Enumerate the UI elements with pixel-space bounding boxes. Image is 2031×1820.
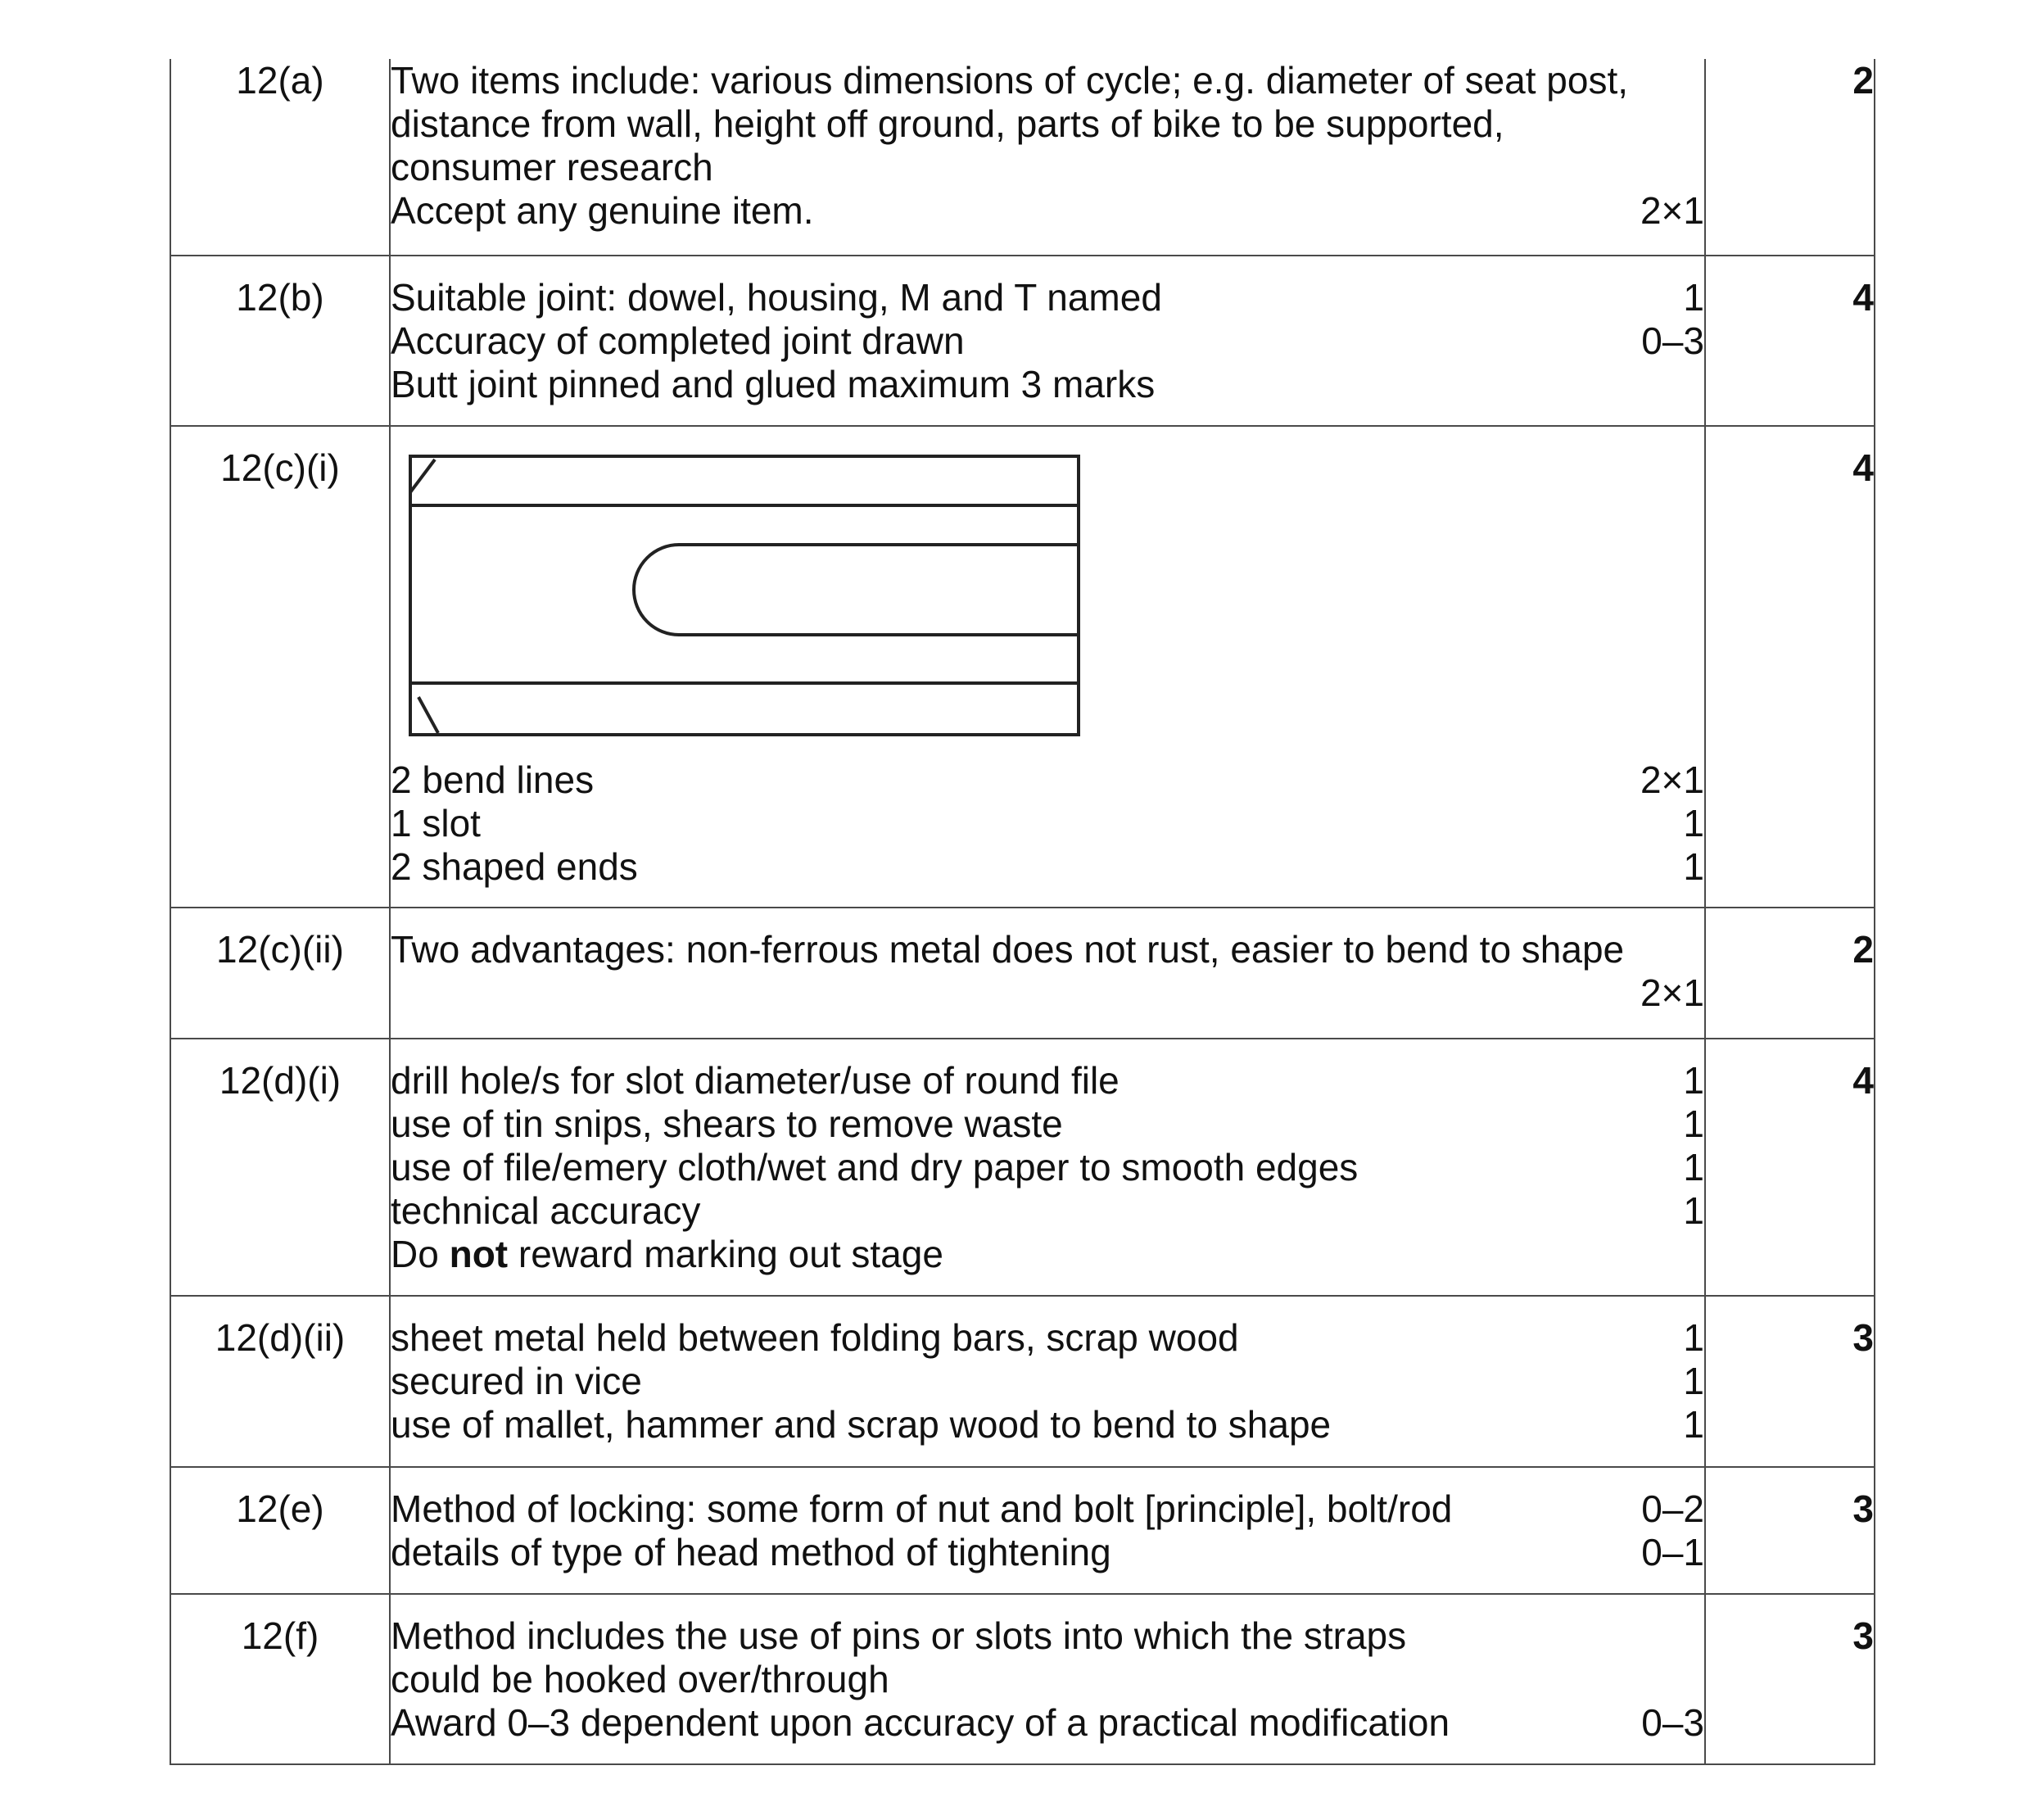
answer-line: Method of locking: some form of nut and bolt [principle], bolt/rod 0–2 xyxy=(391,1487,1704,1530)
question-number: 12(d)(ii) xyxy=(170,1296,390,1467)
answer-line: Two items include: various dimensions of cycle; e.g. diameter of seat post, xyxy=(391,59,1629,102)
question-number: 12(a) xyxy=(170,59,390,256)
total-marks: 3 xyxy=(1705,1594,1875,1764)
answer-cell xyxy=(390,908,1705,1039)
answer-line: sheet metal held between folding bars, scrap wood 1 xyxy=(391,1316,1704,1359)
answer-line: distance from wall, height off ground, parts of bike to be supported, xyxy=(391,102,1504,145)
answer-line: Method includes the use of pins or slots into which the straps xyxy=(391,1614,1407,1657)
question-number: 12(d)(i) xyxy=(170,1039,390,1296)
answer-line: could be hooked over/through xyxy=(391,1658,889,1700)
answer-line: use of mallet, hammer and scrap wood to bend to shape 1 xyxy=(391,1403,1704,1446)
question-number: 12(b) xyxy=(170,256,390,426)
table-row xyxy=(170,256,1875,426)
answer-line: secured in vice 1 xyxy=(391,1360,1704,1402)
total-marks: 2 xyxy=(1705,59,1875,256)
answer-line: Butt joint pinned and glued maximum 3 marks xyxy=(391,363,1156,405)
table-row xyxy=(170,1467,1875,1594)
question-number: 12(c)(i) xyxy=(170,426,390,908)
table-row xyxy=(170,1296,1875,1467)
question-number: 12(f) xyxy=(170,1594,390,1764)
question-number: 12(c)(ii) xyxy=(170,908,390,1039)
answer-cell xyxy=(390,1039,1705,1296)
answer-line: drill hole/s for slot diameter/use of round file 1 xyxy=(391,1059,1704,1102)
mark-scheme-table xyxy=(170,59,1875,1765)
answer-line: 2 bend lines 2×1 xyxy=(391,758,1704,801)
answer-note: Do not reward marking out stage xyxy=(391,1233,943,1275)
answer-cell xyxy=(390,1467,1705,1594)
answer-line: use of tin snips, shears to remove waste 1 xyxy=(391,1102,1704,1145)
bracket-development-drawing xyxy=(405,451,1085,742)
answer-line: details of type of head method of tightening 0–1 xyxy=(391,1531,1704,1573)
answer-line: Two advantages: non-ferrous metal does not rust, easier to bend to shape xyxy=(391,928,1625,971)
answer-line: consumer research xyxy=(391,146,713,188)
answer-cell xyxy=(390,1296,1705,1467)
answer-line: Suitable joint: dowel, housing, M and T named 1 xyxy=(391,276,1704,319)
answer-cell xyxy=(390,256,1705,426)
answer-cell xyxy=(390,426,1705,908)
answer-line: 2×1 xyxy=(1640,971,1704,1014)
answer-line: Accuracy of completed joint drawn 0–3 xyxy=(391,319,1704,362)
total-marks: 3 xyxy=(1705,1467,1875,1594)
answer-line: Accept any genuine item. 2×1 xyxy=(391,189,1704,232)
question-number: 12(e) xyxy=(170,1467,390,1594)
total-marks: 4 xyxy=(1705,256,1875,426)
table-row xyxy=(170,908,1875,1039)
table-row xyxy=(170,426,1875,908)
answer-cell xyxy=(390,1594,1705,1764)
table-row xyxy=(170,1594,1875,1764)
answer-line: Award 0–3 dependent upon accuracy of a practical modification 0–3 xyxy=(391,1701,1704,1744)
total-marks: 3 xyxy=(1705,1296,1875,1467)
answer-line: 1 slot 1 xyxy=(391,802,1704,844)
answer-line: 2 shaped ends 1 xyxy=(391,845,1704,888)
answer-line: technical accuracy 1 xyxy=(391,1189,1704,1232)
answer-cell xyxy=(390,59,1705,256)
table-row xyxy=(170,59,1875,256)
answer-line: use of file/emery cloth/wet and dry paper to smooth edges 1 xyxy=(391,1146,1704,1188)
total-marks: 2 xyxy=(1705,908,1875,1039)
table-row xyxy=(170,1039,1875,1296)
total-marks: 4 xyxy=(1705,426,1875,908)
total-marks: 4 xyxy=(1705,1039,1875,1296)
